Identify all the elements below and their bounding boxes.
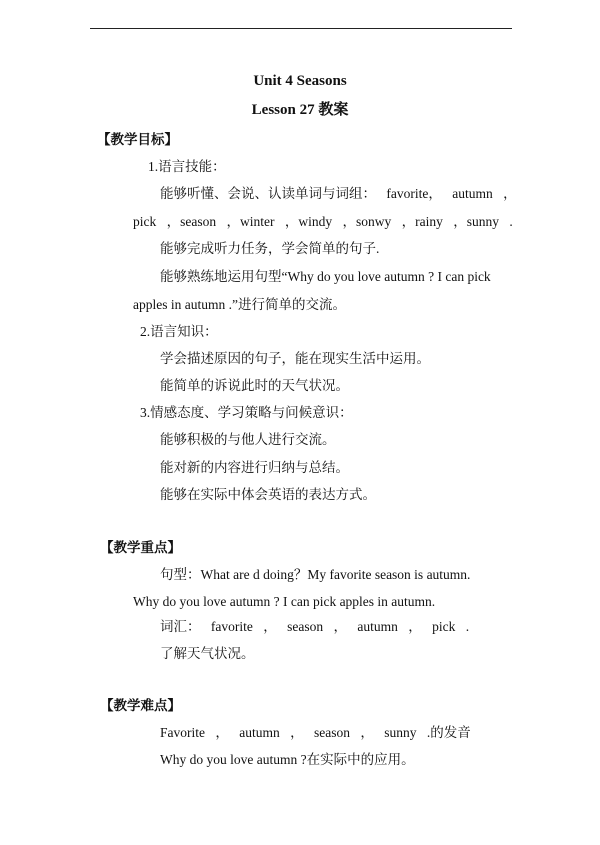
weather-line: 了解天气状况。 <box>160 646 255 661</box>
skill-line-4: 能够熟练地运用句型“Why do you love autumn ? I can pick <box>160 269 491 284</box>
knowledge-line-1: 学会描述原因的句子，能在现实生活中运用。 <box>160 351 430 366</box>
section-heading-difficulties: 【教学难点】 <box>100 698 181 713</box>
skill-line-1: 能够听懂、会说、认读单词与词组： favorite， autumn ， <box>160 186 517 201</box>
skill-line-5: apples in autumn .”进行简单的交流。 <box>133 297 346 312</box>
attitude-line-1: 能够积极的与他人进行交流。 <box>160 432 336 447</box>
usage-line: Why do you love autumn ?在实际中的应用。 <box>160 752 415 767</box>
pattern-line-2: Why do you love autumn ? I can pick apples in autumn. <box>133 594 436 609</box>
section-heading-objectives: 【教学目标】 <box>97 132 178 147</box>
skill-line-3: 能够完成听力任务，学会简单的句子. <box>160 241 380 256</box>
subheading-attitude: 3.情感态度、学习策略与问候意识： <box>140 405 353 420</box>
header-rule <box>90 28 512 29</box>
subheading-language-skills: 1.语言技能： <box>148 159 226 174</box>
section-heading-key-points: 【教学重点】 <box>100 540 181 555</box>
skill-line-2: pick ，season ，winter ，windy ，sonwy ，rainy ，sunny . <box>133 214 513 229</box>
attitude-line-3: 能够在实际中体会英语的表达方式。 <box>160 487 376 502</box>
knowledge-line-2: 能简单的诉说此时的天气状况。 <box>160 378 349 393</box>
doc-title: Unit 4 Seasons <box>253 73 347 89</box>
vocab-line: 词汇： favorite ， season ， autumn ， pick . <box>160 619 470 634</box>
pattern-line-1: 句型：What are d doing？My favorite season is autumn. <box>160 567 471 582</box>
subheading-language-knowledge: 2.语言知识： <box>140 324 218 339</box>
doc-subtitle: Lesson 27 教案 <box>251 102 349 118</box>
attitude-line-2: 能对新的内容进行归纳与总结。 <box>160 460 349 475</box>
pronunciation-line: Favorite ， autumn ， season ， sunny .的发音 <box>160 725 471 740</box>
